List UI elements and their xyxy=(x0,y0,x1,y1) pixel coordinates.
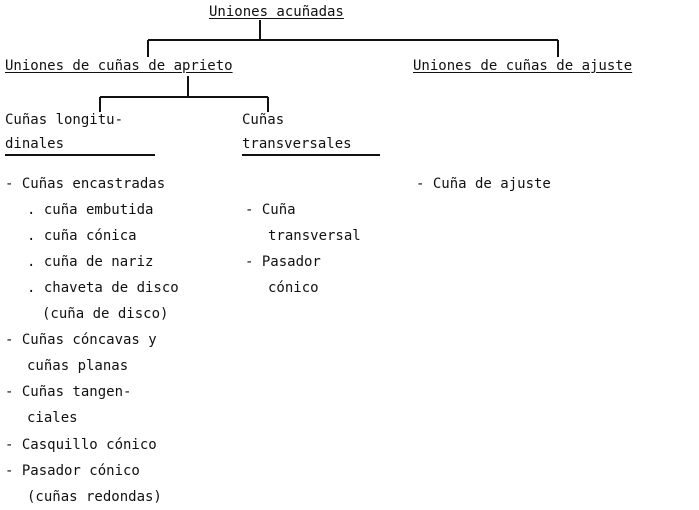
list-item: - Cuña de ajuste xyxy=(416,176,551,192)
longitudinal-heading-line2: dinales xyxy=(5,136,65,152)
list-item: . cuña de nariz xyxy=(27,254,154,270)
list-item: . cuña embutida xyxy=(27,202,154,218)
list-item: cuñas planas xyxy=(27,358,129,374)
aprieto-title: Uniones de cuñas de aprieto xyxy=(5,58,233,74)
transversal-heading-line2: transversales xyxy=(242,136,352,152)
list-item: (cuñas redondas) xyxy=(27,489,162,505)
list-item: transversal xyxy=(268,228,361,244)
list-item: - Pasador cónico xyxy=(5,463,140,479)
longitudinal-heading-line1: Cuñas longitu- xyxy=(5,112,124,128)
list-item: cónico xyxy=(268,280,319,296)
root-title: Uniones acuñadas xyxy=(209,4,344,20)
list-item: - Casquillo cónico xyxy=(5,437,157,453)
list-item: - Cuñas cóncavas y xyxy=(5,332,157,348)
list-item: - Pasador xyxy=(245,254,321,270)
list-item: . cuña cónica xyxy=(27,228,137,244)
list-item: - Cuñas encastradas xyxy=(5,176,166,192)
list-item: . chaveta de disco xyxy=(27,280,179,296)
list-item: ciales xyxy=(27,410,78,426)
transversal-heading-line1: Cuñas xyxy=(242,112,285,128)
list-item: - Cuñas tangen- xyxy=(5,384,132,400)
ajuste-title: Uniones de cuñas de ajuste xyxy=(413,58,633,74)
list-item: (cuña de disco) xyxy=(42,306,169,322)
list-item: - Cuña xyxy=(245,202,296,218)
